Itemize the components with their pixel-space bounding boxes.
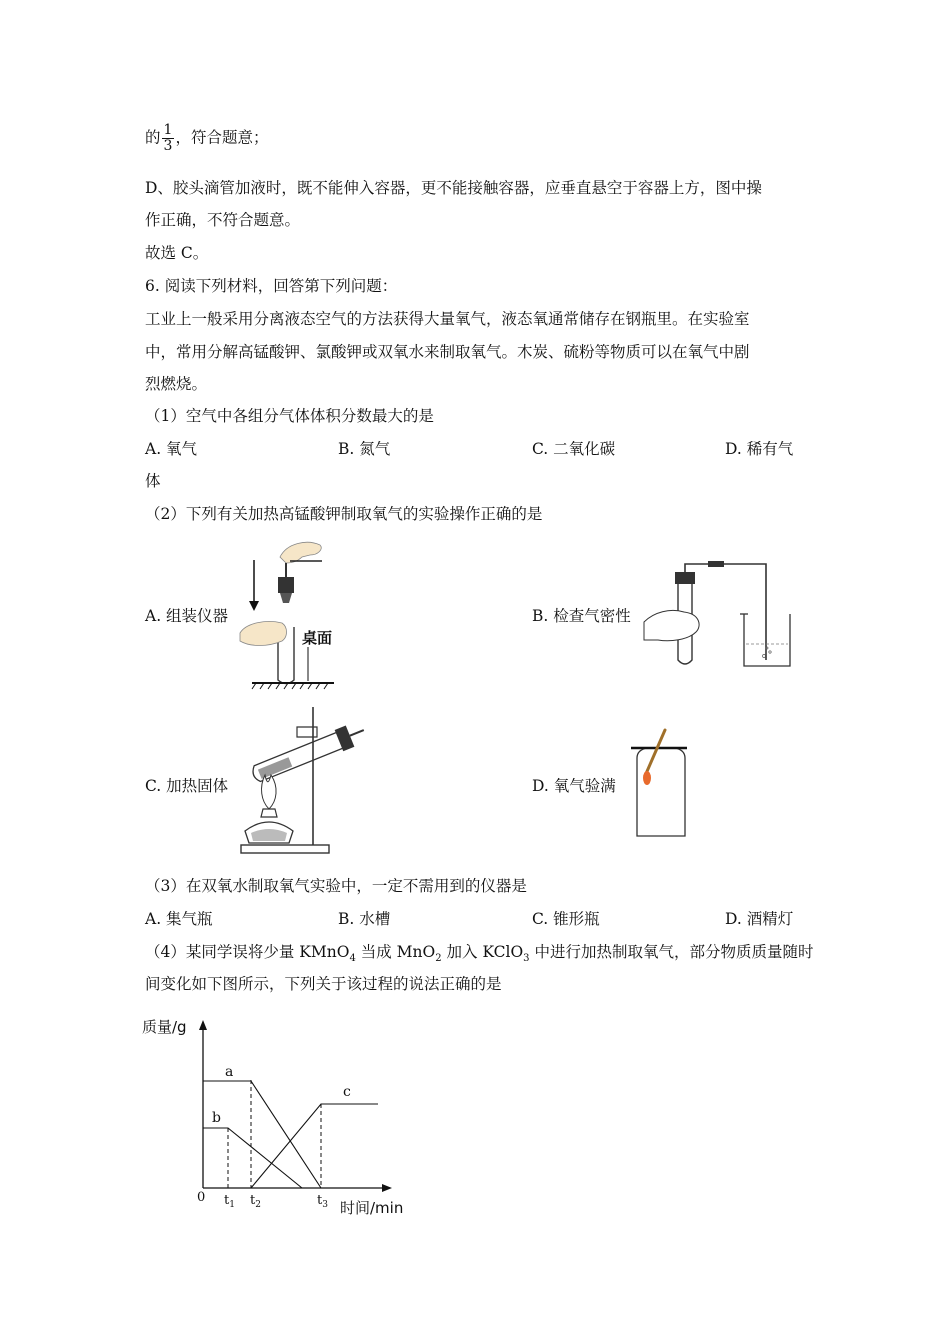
frac-denominator: 3 — [163, 138, 173, 154]
mass-time-chart — [140, 1010, 420, 1225]
fraction-line — [145, 123, 268, 154]
series-a-line — [203, 1081, 321, 1188]
q3-option-a: A. 集气瓶 — [145, 910, 213, 928]
origin-label: 0 — [197, 1190, 206, 1205]
material-line-1: 工业上一般采用分离液态空气的方法获得大量氧气，液态氧通常储存在钢瓶里。在实验室 — [145, 310, 750, 328]
q3-option-b: B. 水槽 — [338, 910, 391, 928]
frac-suffix: ，符合题意； — [175, 128, 269, 147]
figure-oxygen-full-test — [625, 728, 695, 840]
series-c-line — [251, 1104, 378, 1188]
figure-heating-solid — [235, 705, 375, 860]
question-6-title: 6. 阅读下列材料，回答第下列问题： — [145, 277, 398, 295]
iron-stand-base — [241, 845, 329, 853]
q2-option-d: D. 氧气验满 — [532, 777, 616, 795]
q1-option-d: D. 稀有气 — [725, 440, 794, 458]
flame-icon — [262, 775, 277, 809]
clamp-icon — [297, 727, 317, 737]
x-axis-arrow-icon — [382, 1184, 392, 1192]
option-d-explanation-1: D、胶头滴管加液时，既不能伸入容器，更不能接触容器，应垂直悬空于容器上方，图中操 — [145, 179, 762, 197]
q1-option-d-wrap: 体 — [145, 472, 161, 490]
q2-stem: （2）下列有关加热高锰酸钾制取氧气的实验操作正确的是 — [145, 505, 543, 523]
q1-option-a: A. 氧气 — [145, 440, 198, 458]
figure-check-airtightness — [640, 560, 800, 672]
rubber-stopper-icon — [675, 572, 695, 584]
bottom-hand-icon — [240, 621, 287, 645]
x-tick-t2: $t_2$ — [250, 1193, 261, 1210]
glowing-tip-icon — [643, 771, 651, 785]
hand-icon — [644, 610, 699, 640]
x-tick-t3: $t_3$ — [317, 1193, 328, 1210]
series-b-label: b — [212, 1110, 221, 1126]
option-d-explanation-2: 作正确，不符合题意。 — [145, 211, 301, 229]
delivery-tube — [685, 564, 766, 660]
q4-stem-2: 间变化如下图所示，下列关于该过程的说法正确的是 — [145, 975, 502, 993]
gas-jar-icon — [637, 748, 685, 836]
rubber-stopper-icon — [278, 577, 294, 593]
top-hand-icon — [280, 542, 321, 563]
frac-numerator: 1 — [163, 122, 173, 138]
q2-option-c: C. 加热固体 — [145, 777, 229, 795]
figure-assemble-apparatus — [232, 535, 342, 690]
fraction-one-third — [162, 123, 175, 154]
q3-option-d: D. 酒精灯 — [725, 910, 794, 928]
q2-option-a: A. 组装仪器 — [145, 607, 229, 625]
series-a-label: a — [225, 1064, 234, 1080]
x-tick-t1: $t_1$ — [224, 1193, 235, 1210]
material-line-2: 中，常用分解高锰酸钾、氯酸钾或双氧水来制取氧气。木炭、硫粉等物质可以在氧气中剧 — [145, 343, 750, 361]
q1-stem: （1）空气中各组分气体体积分数最大的是 — [145, 407, 434, 425]
beaker-icon — [744, 614, 790, 666]
series-c-label: c — [343, 1084, 351, 1100]
q1-option-c: C. 二氧化碳 — [532, 440, 616, 458]
y-axis-label: 质量/g — [142, 1018, 187, 1036]
q3-option-c: C. 锥形瓶 — [532, 910, 600, 928]
wooden-splint-icon — [645, 730, 665, 776]
desk-label: 桌面 — [302, 629, 333, 647]
y-axis-arrow-icon — [199, 1020, 207, 1030]
q3-stem: （3）在双氧水制取氧气实验中，一定不需用到的仪器是 — [145, 877, 527, 895]
answer-line: 故选 C。 — [145, 244, 209, 262]
frac-prefix: 的 — [145, 128, 161, 147]
q2-option-b: B. 检查气密性 — [532, 607, 631, 625]
q1-option-b: B. 氮气 — [338, 440, 391, 458]
q4-stem-1: （4）某同学误将少量 KMnO$_4$ 当成 MnO$_2$ 加入 KClO$_3$ 中进行加热制取氧气，部分物质质量随时 — [145, 943, 814, 965]
x-axis-label: 时间/min — [340, 1199, 404, 1217]
material-line-3: 烈燃烧。 — [145, 375, 208, 393]
